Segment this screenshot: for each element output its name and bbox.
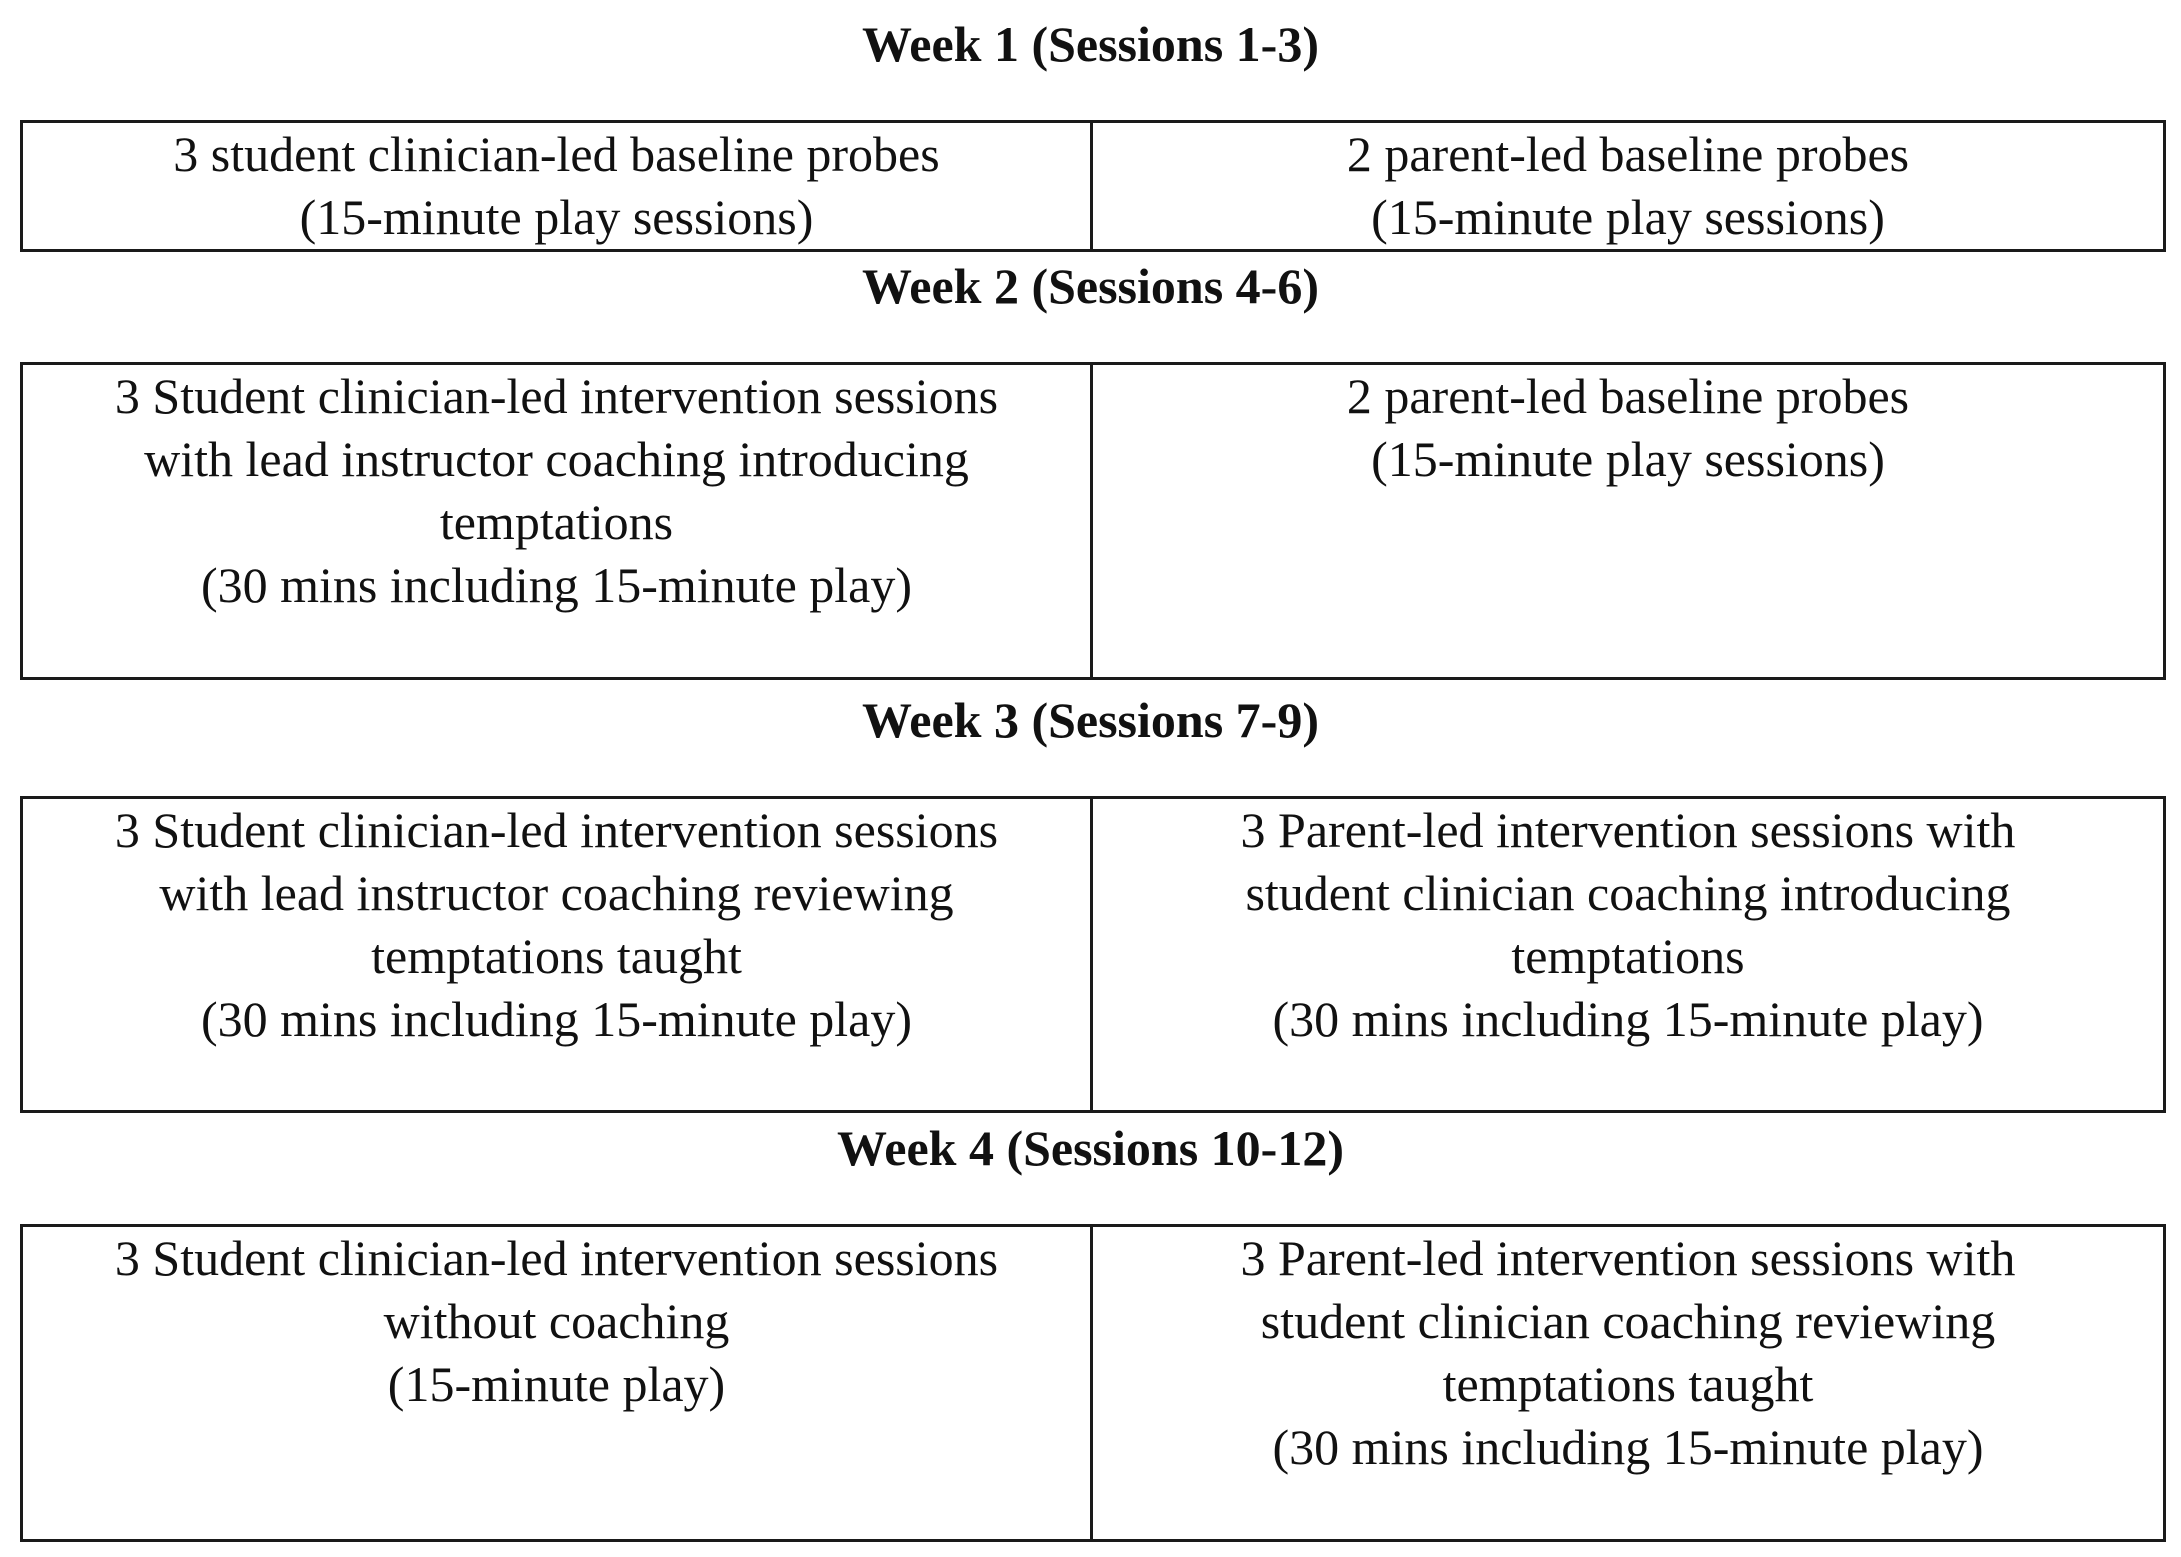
week-3-right-line-1: 3 Parent-led intervention sessions with [1240, 802, 2016, 858]
week-3-left-line-3: temptations taught [371, 928, 742, 984]
week-4-left-line-1: 3 Student clinician-led intervention sessions [114, 1230, 999, 1286]
week-3-left-line-4: (30 mins including 15-minute play) [200, 991, 912, 1047]
week-2-parent-cell [1093, 365, 2163, 677]
week-2-left-line-3: temptations [439, 494, 674, 550]
week-4-table [20, 1224, 2166, 1542]
week-4-left-line-2: without coaching [383, 1293, 730, 1349]
week-4-right-line-2: student clinician coaching reviewing [1260, 1293, 1996, 1349]
week-4-title: Week 4 (Sessions 10-12) [837, 1120, 1344, 1176]
week-2-right-line-1: 2 parent-led baseline probes [1346, 368, 1910, 424]
week-1-right-line-2: (15-minute play sessions) [1371, 189, 1885, 245]
week-2-left-line-2: with lead instructor coaching introducing [144, 431, 969, 487]
week-3-left-line-2: with lead instructor coaching reviewing [159, 865, 954, 921]
week-3-right-line-4: (30 mins including 15-minute play) [1272, 991, 1984, 1047]
week-2-table [20, 362, 2166, 680]
week-3-left-line-1: 3 Student clinician-led intervention sessions [114, 802, 999, 858]
week-3-student-clinician-cell [23, 799, 1093, 1110]
week-2-right-line-2: (15-minute play sessions) [1371, 431, 1885, 487]
week-3-right-line-2: student clinician coaching introducing [1245, 865, 2011, 921]
week-4-right-line-1: 3 Parent-led intervention sessions with [1240, 1230, 2016, 1286]
week-1-left-line-1: 3 student clinician-led baseline probes [173, 126, 940, 182]
week-2-left-line-4: (30 mins including 15-minute play) [200, 557, 912, 613]
week-4-left-line-3: (15-minute play) [387, 1356, 726, 1412]
week-2-student-clinician-cell [23, 365, 1093, 677]
week-3-right-line-3: temptations [1511, 928, 1745, 984]
week-1-parent-cell [1093, 123, 2163, 249]
week-4-student-clinician-cell [23, 1227, 1093, 1539]
week-3-table [20, 796, 2166, 1113]
week-1-title: Week 1 (Sessions 1-3) [862, 16, 1319, 72]
week-3-parent-cell [1093, 799, 2163, 1110]
week-2-left-line-1: 3 Student clinician-led intervention sessions [114, 368, 999, 424]
week-1-table [20, 120, 2166, 252]
week-1-right-line-1: 2 parent-led baseline probes [1346, 126, 1910, 182]
week-3-title: Week 3 (Sessions 7-9) [862, 692, 1319, 748]
week-4-right-line-4: (30 mins including 15-minute play) [1272, 1419, 1984, 1475]
week-1-left-line-2: (15-minute play sessions) [299, 189, 814, 245]
week-2-title: Week 2 (Sessions 4-6) [862, 258, 1319, 314]
week-4-right-line-3: temptations taught [1442, 1356, 1814, 1412]
week-1-student-clinician-cell [23, 123, 1093, 249]
week-4-parent-cell [1093, 1227, 2163, 1539]
